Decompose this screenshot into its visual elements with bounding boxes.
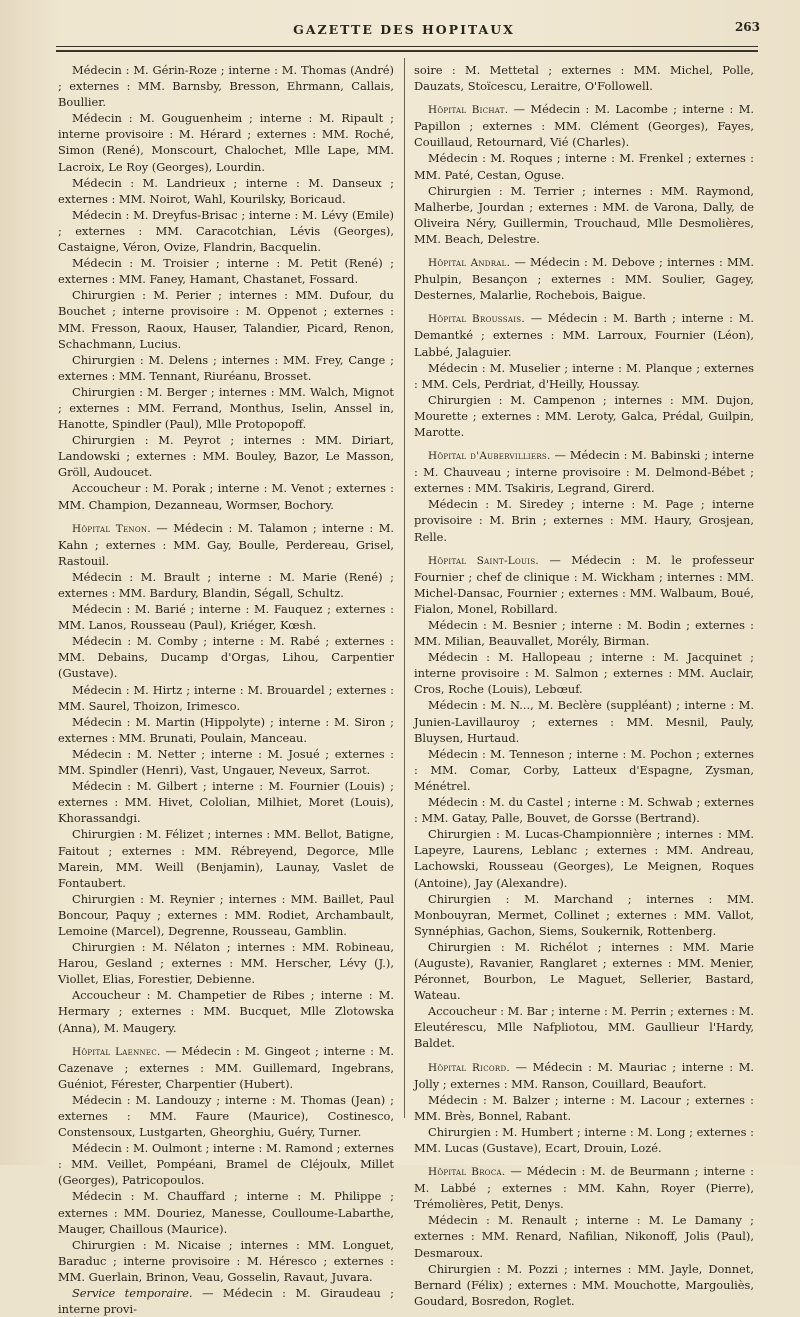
paragraph <box>58 1237 394 1285</box>
paragraph <box>414 794 754 826</box>
paragraph <box>58 778 394 826</box>
paragraph <box>58 110 394 174</box>
paragraph <box>58 62 394 110</box>
paragraph <box>58 601 394 633</box>
paragraph <box>414 1059 754 1092</box>
paragraph <box>414 697 754 745</box>
paragraph <box>58 520 394 569</box>
hospital-name: Hôpital Saint-Louis. <box>428 554 540 567</box>
paragraph <box>414 1092 754 1124</box>
paragraph <box>414 447 754 496</box>
paragraph-text: — Médecin : M. Barth ; interne : M. Demantké ; externes : MM. Larroux, Fournier (Léon), Labbé, Jalaguier. <box>414 311 754 359</box>
paragraph <box>58 987 394 1035</box>
paragraph <box>58 826 394 890</box>
paragraph-text: — Médecin : M. de Beurmann ; interne : M. Labbé ; externes : MM. Kahn, Royer (Pierre), Trémolières, Petit, Denys. <box>414 1164 754 1212</box>
paragraph <box>414 649 754 697</box>
header-rule-thin <box>56 46 758 47</box>
hospital-name: Hôpital Tenon. <box>72 522 151 535</box>
paragraph <box>58 1140 394 1188</box>
paragraph-text: Médecin : M. Troisier ; interne : M. Petit (René) ; externes : MM. Faney, Hamant, Chastanet, Fossard. <box>58 256 394 287</box>
paragraph <box>58 175 394 207</box>
paragraph-text: — Médecin : M. Babinski ; interne : M. Chauveau ; interne provisoire : M. Delmond-Bébet ; externes : MM. Tsakiris, Legrand, Girerd. <box>414 448 754 496</box>
paragraph-text: — Médecin : M. Gingeot ; interne : M. Cazenave ; externes : MM. Guillemard, Ingebrans, Guéniot, Férester, Charpentier (Hubert). <box>58 1043 395 1091</box>
paragraph <box>58 1188 394 1236</box>
paragraph-text: Chirurgien : M. Marchand ; internes : MM. Monbouyran, Mermet, Collinet ; externes : MM. Vallot, Synnéphias, Gachon, Siems, Soukernik, Rottenberg. <box>414 891 754 938</box>
paragraph <box>58 569 394 601</box>
paragraph-text: — Médecin : M. Talamon ; interne : M. Kahn ; externes : MM. Gay, Boulle, Perdereau, Grisel, Rastouil. <box>58 520 394 568</box>
paragraph-text: Chirurgien : M. Perier ; internes : MM. Dufour, du Bouchet ; interne provisoire : M. Oppenot ; externes : MM. Fresson, Raoux, Hauser, Talandier, Picard, Renon, Schachmann, Lucius. <box>58 288 394 351</box>
page-title: GAZETTE DES HOPITAUX <box>293 22 515 37</box>
paragraph-text: — Médecin : M. Mauriac ; interne : M. Jolly ; externes : MM. Ranson, Couillard, Beaufort. <box>414 1059 755 1091</box>
paragraph-text: Chirurgien : M. Delens ; internes : MM. Frey, Cange ; externes : MM. Tennant, Riuréanu, Brosset. <box>58 352 394 383</box>
paragraph-text: Médecin : M. Netter ; interne : M. Josué ; externes : MM. Spindler (Henri), Vast, Ungauer, Neveux, Sarrot. <box>58 746 394 778</box>
paragraph <box>58 633 394 681</box>
paragraph <box>414 310 754 359</box>
paragraph <box>58 1092 394 1140</box>
paragraph-text: Chirurgien : M. Reynier ; internes : MM. Baillet, Paul Boncour, Paquy ; externes : MM. Rodiet, Archambault, Lemoine (Marcel), Degrenne, Rousseau, Gamblin. <box>58 891 394 938</box>
column-divider <box>404 58 405 1118</box>
paragraph <box>58 352 394 384</box>
paragraph <box>414 826 754 890</box>
paragraph <box>414 392 754 440</box>
paragraph-text: Médecin : M. Muselier ; interne : M. Planque ; externes : MM. Cels, Perdriat, d'Heilly, Houssay. <box>414 360 754 391</box>
paragraph <box>58 1043 394 1092</box>
header-rule-thick <box>56 50 758 52</box>
paragraph <box>58 714 394 746</box>
paragraph-text: Médecin : M. Gouguenheim ; interne : M. Ripault ; interne provisoire : M. Hérard ; externes : MM. Roché, Simon (René), Monscourt, Chalochet, Mlle Lape, MM. Lacroix, Le Roy (Georges), Lourdin. <box>58 111 394 174</box>
paragraph <box>414 496 754 544</box>
paragraph-text: Médecin : M. Comby ; interne : M. Rabé ; externes : MM. Debains, Ducamp d'Orgas, Lihou, Carpentier (Gustave). <box>58 634 394 681</box>
paragraph-text: soire : M. Mettetal ; externes : MM. Michel, Polle, Dauzats, Stoïcescu, Leraitre, O'Followell. <box>414 63 754 94</box>
paragraph <box>58 207 394 255</box>
hospital-name: Hôpital Broussais. <box>428 313 525 326</box>
paragraph <box>58 384 394 432</box>
hospital-name: Hôpital d'Aubervilliers. <box>428 450 551 463</box>
paragraph <box>58 746 394 778</box>
paragraph-text: Chirurgien : M. Pozzi ; internes : MM. Jayle, Donnet, Bernard (Félix) ; externes : MM. Mouchotte, Margouliès, Goudard, Bosredon, Roglet. <box>414 1261 754 1308</box>
paragraph-text: Médecin : M. Martin (Hippolyte) ; interne : M. Siron ; externes : MM. Brunati, Poulain, Manceau. <box>58 714 394 745</box>
paragraph <box>414 183 754 247</box>
paragraph-text: Accoucheur : M. Porak ; interne : M. Venot ; externes : MM. Champion, Dezanneau, Wormser, Bochory. <box>58 481 394 512</box>
paragraph <box>58 891 394 939</box>
paragraph <box>414 101 754 150</box>
paragraph-text: Chirurgien : M. Félizet ; internes : MM. Bellot, Batigne, Faitout ; externes : MM. Rébreyend, Degorce, Mlle Marein, MM. Weill (Benjamin), Launay, Vaslet de Fontaubert. <box>58 827 394 890</box>
paragraph <box>414 1261 754 1309</box>
paragraph-text: Médecin : M. Tenneson ; interne : M. Pochon ; externes : MM. Comar, Corby, Latteux d'Espagne, Zysman, Ménétrel. <box>414 746 754 793</box>
paragraph-text: Médecin : M. Hirtz ; interne : M. Brouardel ; externes : MM. Saurel, Thoizon, Irimesco. <box>58 682 394 713</box>
paragraph-text: Médecin : M. Balzer ; interne : M. Lacour ; externes : MM. Brès, Bonnel, Rabant. <box>414 1092 754 1123</box>
paragraph <box>414 1212 754 1260</box>
paragraph-text: — Médecin : M. le professeur Fournier ; chef de clinique : M. Wickham ; internes : MM. Michel-Dansac, Fournier ; externes : MM. Walbaum, Boué, Fialon, Monel, Robillard. <box>414 552 754 616</box>
page-number: 263 <box>734 20 760 34</box>
paragraph-text: Chirurgien : M. Peyrot ; internes : MM. Diriart, Landowski ; externes : MM. Bouley, Bazor, Le Masson, Gröll, Audoucet. <box>58 433 394 480</box>
paragraph-text: Médecin : M. Landouzy ; interne : M. Thomas (Jean) ; externes : MM. Faure (Maurice), Costinesco, Constensoux, Lustgarten, Gheorghiu, Guéry, Turner. <box>58 1092 394 1140</box>
paragraph-text: Médecin : M. du Castel ; interne : M. Schwab ; externes : MM. Gatay, Palle, Bouvet, de Gorsse (Bertrand). <box>414 795 754 826</box>
paragraph-text: Médecin : M. Barié ; interne : M. Fauquez ; externes : MM. Lanos, Rousseau (Paul), Kriéger, Kœsh. <box>58 602 394 633</box>
paragraph <box>414 360 754 392</box>
paragraph-text: Médecin : M. Gérin-Roze ; interne : M. Thomas (André) ; externes : MM. Barnsby, Bresson, Ehrmann, Callais, Boullier. <box>58 63 394 110</box>
paragraph <box>414 891 754 939</box>
paragraph-text: Médecin : M. Siredey ; interne : M. Page ; interne provisoire : M. Brin ; externes : MM. Haury, Grosjean, Relle. <box>414 497 754 544</box>
right-column <box>414 62 754 1309</box>
paragraph-text: Chirurgien : M. Nicaise ; internes : MM. Longuet, Baraduc ; interne provisoire : M. Héresco ; externes : MM. Guerlain, Brinon, Veau, Gosselin, Ravaut, Juvara. <box>58 1237 394 1284</box>
paragraph-text: Chirurgien : M. Campenon ; internes : MM. Dujon, Mourette ; externes : MM. Leroty, Galca, Prédal, Guilpin, Marotte. <box>414 392 754 439</box>
paragraph-text: Médecin : M. Dreyfus-Brisac ; interne : M. Lévy (Emile) ; externes : MM. Caracotchian, Lévis (Georges), Castaigne, Véron, Ovize, Flandrin, Bacquelin. <box>58 207 394 255</box>
paragraph <box>414 62 754 94</box>
paragraph <box>414 1163 754 1212</box>
page-header <box>48 18 760 44</box>
hospital-name: Hôpital Bichat. <box>428 104 509 117</box>
paragraph <box>414 1003 754 1051</box>
paragraph-text: Médecin : M. Renault ; interne : M. Le Damany ; externes : MM. Renard, Nafilian, Nikonoff, Jolis (Paul), Desmaroux. <box>414 1213 754 1260</box>
paragraph-text: — Médecin : M. Debove ; internes : MM. Phulpin, Besançon ; externes : MM. Soulier, Gagey, Desternes, Malarlie, Rochebois, Baigue. <box>414 255 754 303</box>
paragraph <box>58 287 394 351</box>
paragraph-text: Médecin : M. Hallopeau ; interne : M. Jacquinet ; interne provisoire : M. Salmon ; externes : MM. Auclair, Cros, Roche (Louis), Lebœuf. <box>414 650 754 697</box>
paragraph-text: Médecin : M. Oulmont ; interne : M. Ramond ; externes : MM. Veillet, Pompéani, Bramel de Cléjoulx, Millet (Georges), Patricopoulos. <box>58 1141 394 1188</box>
paragraph-text: Médecin : M. Roques ; interne : M. Frenkel ; externes : MM. Paté, Cestan, Oguse. <box>414 151 754 182</box>
paragraph <box>58 1285 394 1317</box>
paragraph-text: Médecin : M. N..., M. Beclère (suppléant) ; interne : M. Junien-Lavillauroy ; externes : MM. Mesnil, Pauly, Bluysen, Hurtaud. <box>414 698 754 745</box>
paragraph <box>414 617 754 649</box>
paragraph-text: Médecin : M. Chauffard ; interne : M. Philippe ; externes : MM. Douriez, Manesse, Coulloume-Labarthe, Mauger, Chaillous (Maurice). <box>58 1189 394 1236</box>
paragraph <box>58 682 394 714</box>
paragraph-text: Chirurgien : M. Lucas-Championnière ; internes : MM. Lapeyre, Laurens, Leblanc ; externes : MM. Andreau, Lachowski, Rousseau (Georges), Le Meignen, Roques (Antoine), Jay (Alexandre). <box>414 827 754 890</box>
paragraph-text: Chirurgien : M. Nélaton ; internes : MM. Robineau, Harou, Gesland ; externes : MM. Herscher, Lévy (J.), Viollet, Elias, Forestier, Debienne. <box>58 940 394 987</box>
paragraph-text: Médecin : M. Landrieux ; interne : M. Danseux ; externes : MM. Noirot, Wahl, Kourilsky, Boricaud. <box>58 175 394 206</box>
paragraph <box>58 480 394 512</box>
hospital-name: Hôpital Broca. <box>428 1166 506 1179</box>
paragraph-text: Chirurgien : M. Terrier ; internes : MM. Raymond, Malherbe, Jourdan ; externes : MM. de Varona, Dally, de Oliveira Néry, Guillermin, Trouchaud, Mlle Desmolières, MM. Beach, Delestre. <box>414 183 754 246</box>
paragraph <box>414 746 754 794</box>
paragraph-text: Accoucheur : M. Champetier de Ribes ; interne : M. Hermary ; externes : MM. Bucquet, Mlle Zlotowska (Anna), M. Maugery. <box>58 988 394 1035</box>
paragraph <box>414 552 754 617</box>
paragraph-text: Médecin : M. Brault ; interne : M. Marie (René) ; externes : MM. Bardury, Blandin, Ségall, Schultz. <box>58 569 394 600</box>
paragraph-text: — Médecin : M. Giraudeau ; interne provi- <box>58 1286 395 1317</box>
paragraph-text: Chirurgien : M. Berger ; internes : MM. Walch, Mignot ; externes : MM. Ferrand, Monthus, Iselin, Anssel in, Hanotte, Spindler (Paul), Mlle Protopopoff. <box>58 384 394 432</box>
paragraph-text: Chirurgien : M. Richélot ; internes : MM. Marie (Auguste), Ravanier, Ranglaret ; externes : MM. Menier, Péronnet, Bourbon, Le Maguet, Sellerier, Bastard, Wateau. <box>414 939 754 1003</box>
paragraph-text: — Médecin : M. Lacombe ; interne : M. Papillon ; externes : MM. Clément (Georges), Fayes, Couillaud, Retournard, Vié (Charles). <box>414 102 754 150</box>
paragraph <box>58 939 394 987</box>
paragraph-text: Accoucheur : M. Bar ; interne : M. Perrin ; externes : M. Eleutérescu, Mlle Nafpliotou, MM. Gaullieur l'Hardy, Baldet. <box>414 1004 754 1051</box>
hospital-name: Hôpital Andral. <box>428 257 511 270</box>
paragraph <box>414 1124 754 1156</box>
paragraph <box>58 255 394 287</box>
left-column <box>58 62 394 1317</box>
paragraph <box>414 254 754 303</box>
hospital-name: Hôpital Ricord. <box>428 1061 510 1074</box>
paragraph <box>58 432 394 480</box>
paragraph <box>414 939 754 1003</box>
paragraph-text: Médecin : M. Gilbert ; interne : M. Fournier (Louis) ; externes : MM. Hivet, Cololian, Milhiet, Moret (Louis), Khorassandgi. <box>58 779 394 826</box>
paragraph-text: Chirurgien : M. Humbert ; interne : M. Long ; externes : MM. Lucas (Gustave), Ecart, Drouin, Lozé. <box>414 1124 754 1155</box>
section-label: Service temporaire. <box>72 1286 193 1301</box>
paragraph-text: Médecin : M. Besnier ; interne : M. Bodin ; externes : MM. Milian, Beauvallet, Morély, Birman. <box>414 618 754 649</box>
hospital-name: Hôpital Laennec. <box>72 1045 161 1058</box>
paragraph <box>414 150 754 182</box>
